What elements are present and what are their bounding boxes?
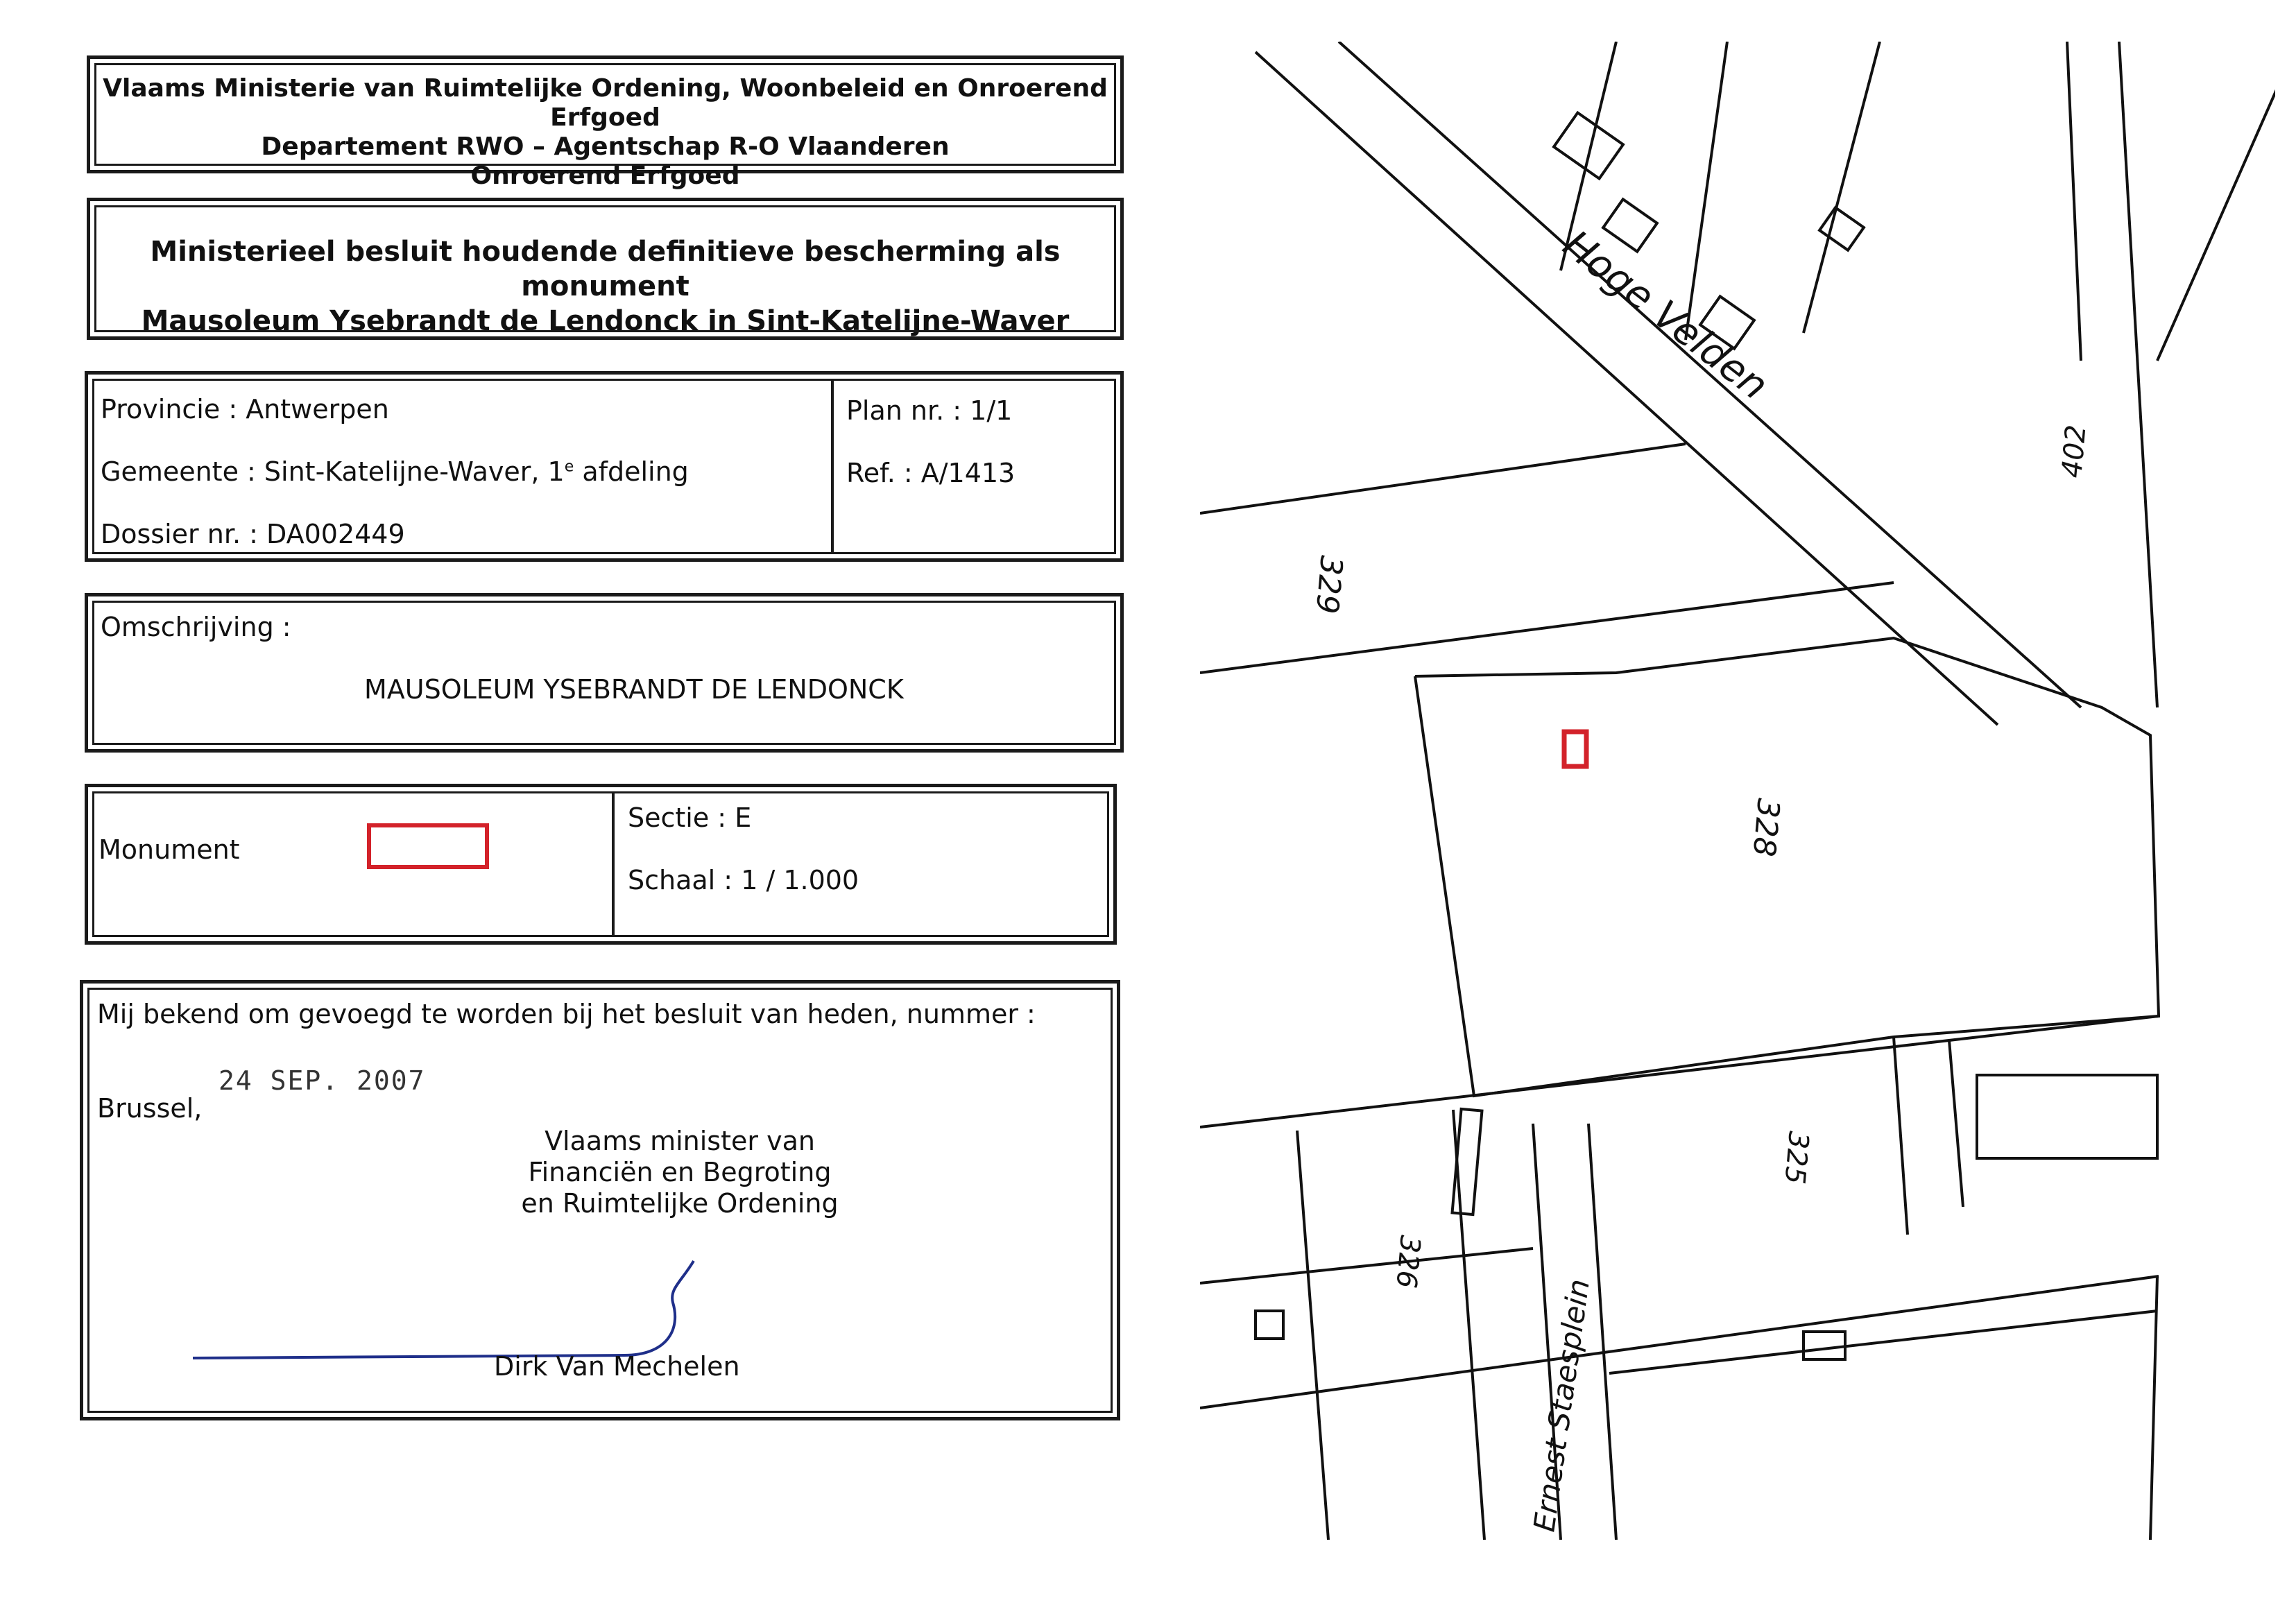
description-box bbox=[85, 593, 1124, 753]
parcel-label-325: 325 bbox=[1778, 1130, 1815, 1186]
description-label: Omschrijving : bbox=[101, 612, 291, 642]
decree-title: Ministerieel besluit houdende definitieve bescherming als monument bbox=[150, 236, 1061, 302]
parcel-label-329: 329 bbox=[1308, 554, 1349, 616]
minister-line-1: Vlaams minister van bbox=[545, 1126, 815, 1156]
ministry-name: Vlaams Ministerie van Ruimtelijke Ordening, Woonbeleid en Onroerend Erfgoed bbox=[103, 74, 1108, 132]
monument-map-marker bbox=[1564, 732, 1586, 766]
parcel-label-402: 402 bbox=[2056, 423, 2093, 479]
plan-number: Plan nr. : 1/1 bbox=[846, 395, 1013, 426]
reference-number: Ref. : A/1413 bbox=[846, 458, 1016, 488]
section-field: Sectie : E bbox=[628, 802, 752, 833]
minister-line-3: en Ruimtelijke Ordening bbox=[521, 1188, 839, 1219]
minister-name: Dirk Van Mechelen bbox=[494, 1351, 740, 1382]
info-box bbox=[85, 371, 1124, 562]
decree-subtitle: Mausoleum Ysebrandt de Lendonck in Sint-Katelijne-Waver bbox=[141, 305, 1070, 337]
ministry-header bbox=[87, 55, 1124, 190]
parcel-label-328: 328 bbox=[1745, 797, 1786, 859]
gemeente-field: Gemeente : Sint-Katelijne-Waver, 1e afdeling bbox=[101, 456, 689, 487]
cadastral-map bbox=[1200, 42, 2275, 1554]
department-name: Departement RWO – Agentschap R-O Vlaanderen bbox=[261, 132, 950, 161]
scale-field: Schaal : 1 / 1.000 bbox=[628, 865, 859, 895]
provincie-field: Provincie : Antwerpen bbox=[101, 394, 389, 424]
decree-title-box bbox=[87, 198, 1124, 340]
street-label-hoge-velden: Hoge Velden bbox=[1554, 221, 1776, 409]
date-stamp: 24 SEP. 2007 bbox=[219, 1065, 426, 1096]
street-label-lower: Ernest Staesplein bbox=[1527, 1277, 1596, 1534]
monument-legend-swatch bbox=[367, 823, 489, 869]
attachment-statement: Mij bekend om gevoegd te worden bij het besluit van heden, nummer : bbox=[97, 999, 1036, 1029]
agency-name: Onroerend Erfgoed bbox=[470, 162, 740, 190]
dossier-field: Dossier nr. : DA002449 bbox=[101, 519, 405, 549]
minister-line-2: Financiën en Begroting bbox=[528, 1157, 832, 1187]
place-label: Brussel, bbox=[97, 1093, 203, 1124]
parcel-label-326: 326 bbox=[1389, 1234, 1426, 1290]
signature-box bbox=[80, 980, 1120, 1420]
legend-box bbox=[85, 784, 1117, 945]
description-value: MAUSOLEUM YSEBRANDT DE LENDONCK bbox=[364, 674, 904, 705]
monument-label: Monument bbox=[98, 834, 240, 865]
